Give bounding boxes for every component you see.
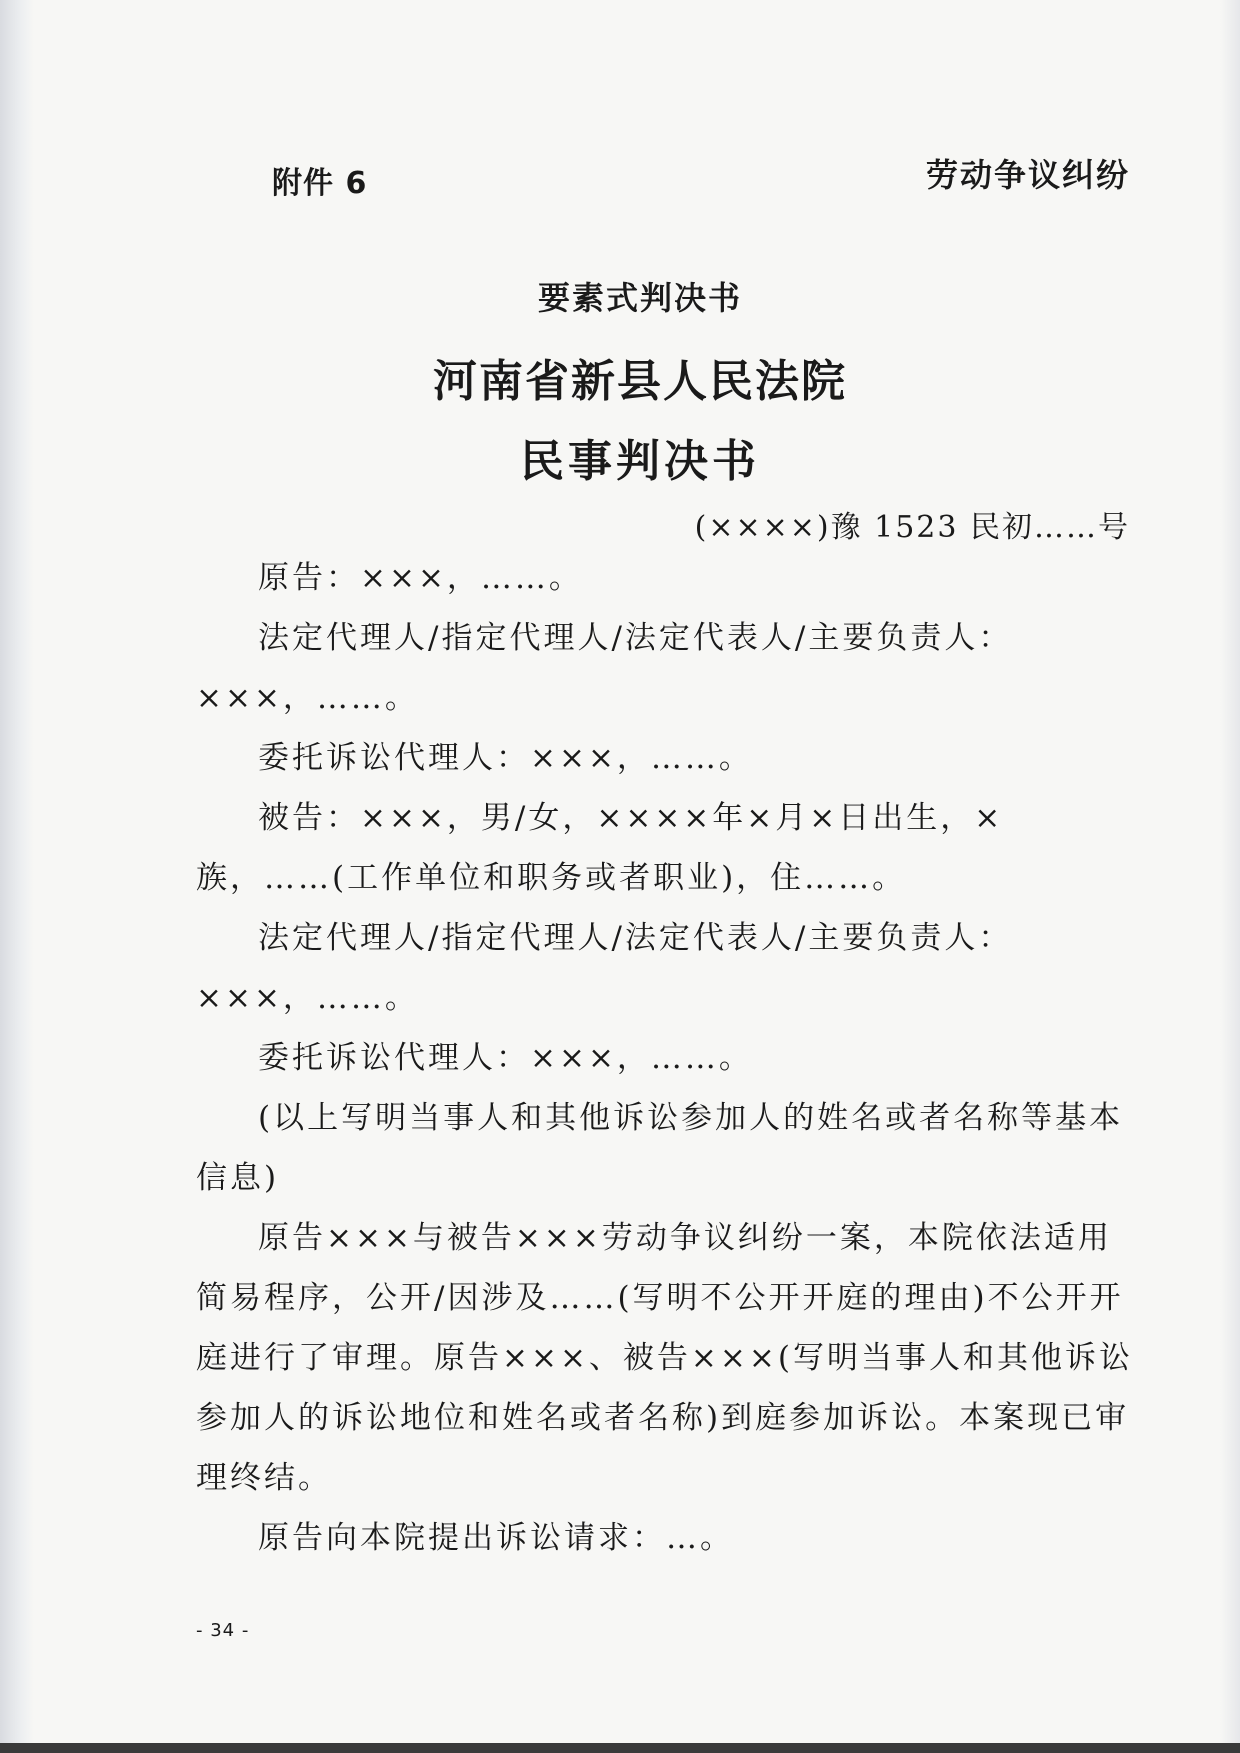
paragraph-claims: 原告向本院提出诉讼请求：…。 <box>258 1520 734 1556</box>
page-number: - 34 - <box>196 1620 250 1641</box>
scan-edge-right <box>1220 0 1240 1753</box>
paragraph-plaintiff-representative: 法定代理人/指定代理人/法定代表人/主要负责人：×××，……。 <box>196 620 1013 716</box>
case-number: (××××)豫 1523 民初……号 <box>694 510 1130 545</box>
document-body <box>196 548 1136 1568</box>
paragraph-defendant-agent: 委托诉讼代理人：×××，……。 <box>258 1040 753 1076</box>
paragraph-defendant-representative: 法定代理人/指定代理人/法定代表人/主要负责人：×××，……。 <box>196 920 1013 1016</box>
scan-edge-left <box>0 0 34 1753</box>
paragraph-case-summary: 原告×××与被告×××劳动争议纠纷一案，本院依法适用简易程序，公开/因涉及……(写明不公开开庭的理由)不公开开庭进行了审理。原告×××、被告×××(写明当事人和其他诉讼参加人的诉讼地位和姓名或者名称)到庭参加诉讼。本案现已审理终结。 <box>196 1220 1133 1496</box>
paragraph-party-note: (以上写明当事人和其他诉讼参加人的姓名或者名称等基本信息) <box>196 1100 1124 1196</box>
paragraph-defendant: 被告：×××，男/女，××××年×月×日出生，×族，……(工作单位和职务或者职业)，住……。 <box>196 800 1004 896</box>
paragraph-plaintiff-agent: 委托诉讼代理人：×××，……。 <box>258 740 753 776</box>
paragraph-plaintiff: 原告：×××，……。 <box>258 560 583 596</box>
scan-edge-bottom <box>0 1743 1240 1753</box>
category-label: 劳动争议纠纷 <box>925 156 1130 194</box>
attachment-label: 附件 6 <box>272 166 368 201</box>
document-kind: 要素式判决书 <box>537 279 742 317</box>
court-name: 河南省新县人民法院 <box>433 356 847 407</box>
document-title: 民事判决书 <box>520 436 760 487</box>
